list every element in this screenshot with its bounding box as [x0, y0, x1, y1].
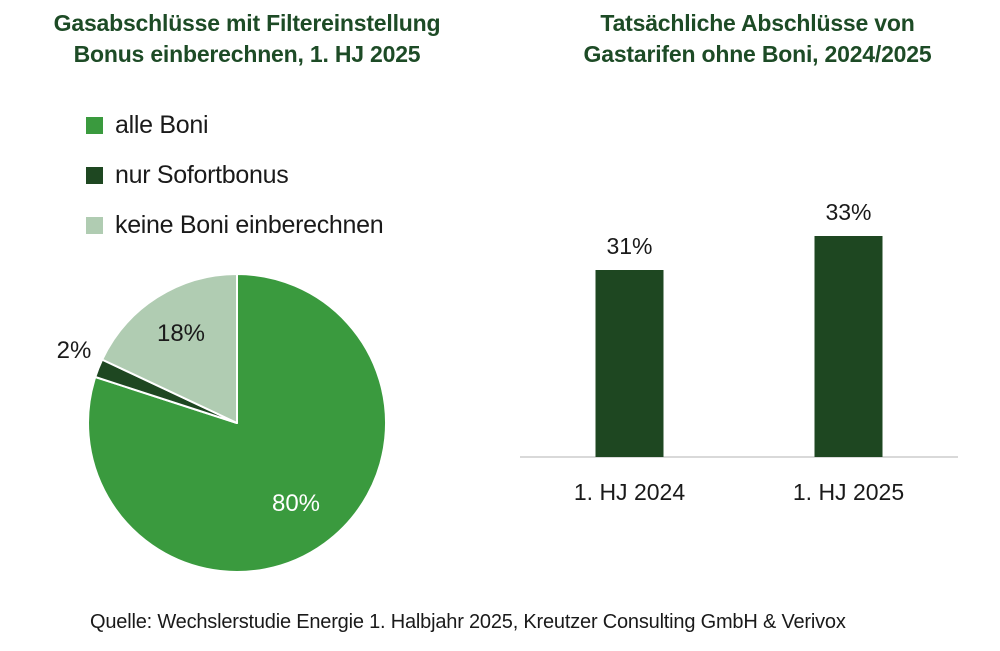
bar-chart-title-line1: Tatsächliche Abschlüsse von	[600, 10, 915, 36]
x-axis-line	[520, 456, 958, 458]
bar-category-label-1-hj-2024: 1. HJ 2024	[573, 479, 686, 505]
pie-value-label-keine-boni-einberechnen: 18%	[156, 320, 206, 347]
pie-chart-title-line2: Bonus einberechnen, 1. HJ 2025	[73, 41, 421, 67]
bar-1-hj-2025	[815, 236, 883, 457]
bar-value-label-1-hj-2024: 31%	[606, 233, 653, 259]
pie-value-label-nur-sofortbonus: 2%	[56, 337, 92, 364]
bar-1-hj-2024	[596, 270, 664, 457]
legend-label-nur-sofortbonus: nur Sofortbonus	[115, 160, 289, 189]
bar-value-label-1-hj-2025: 33%	[825, 199, 872, 225]
legend-label-alle-boni: alle Boni	[115, 110, 209, 139]
bar-category-label-1-hj-2025: 1. HJ 2025	[792, 479, 905, 505]
pie-value-label-alle-boni: 80%	[271, 490, 321, 517]
pie-chart-title-line1: Gasabschlüsse mit Filtereinstellung	[53, 10, 441, 36]
bar-chart-title-line2: Gastarifen ohne Boni, 2024/2025	[583, 41, 932, 67]
legend-label-keine-boni: keine Boni einberechnen	[115, 210, 384, 239]
source-note: Quelle: Wechslerstudie Energie 1. Halbjahr 2025, Kreutzer Consulting GmbH & Verivox	[90, 611, 846, 633]
